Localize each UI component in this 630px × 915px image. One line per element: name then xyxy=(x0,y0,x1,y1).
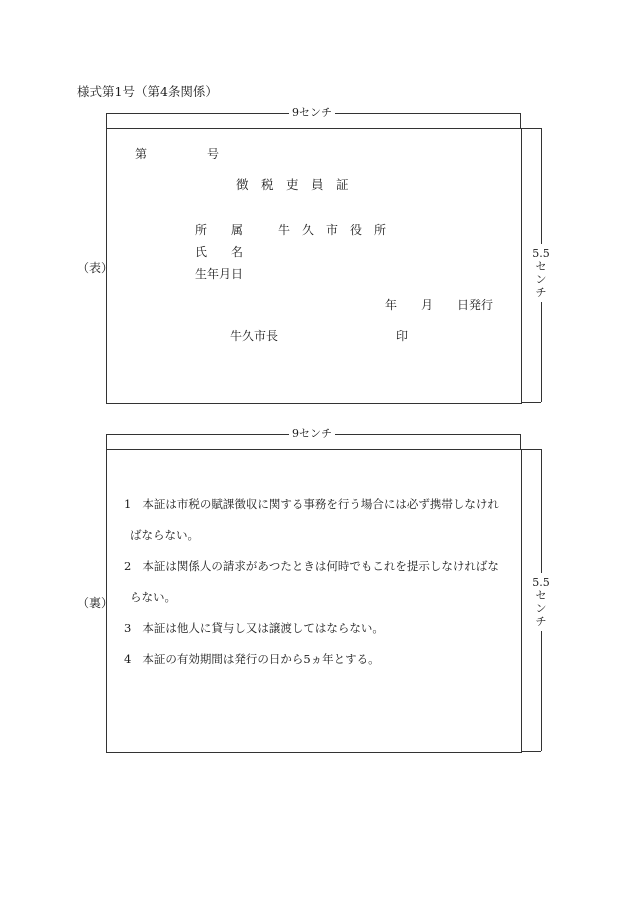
number-suffix: 号 xyxy=(207,147,220,161)
back-width-tick-left xyxy=(106,434,107,449)
clause-4 xyxy=(124,654,380,666)
clause-1-line-2: ばならない。 xyxy=(130,528,199,542)
clause-3 xyxy=(124,623,384,635)
back-height-label-num: 5.5 xyxy=(532,576,550,589)
clause-2-line-2: らない。 xyxy=(130,590,176,604)
back-height-tick-bottom xyxy=(521,751,541,752)
clause-1-number: 1 xyxy=(124,497,132,511)
back-height-tick-top xyxy=(521,449,541,450)
clause-4-number: 4 xyxy=(124,652,132,666)
affiliation-label: 所 属 xyxy=(195,223,244,237)
name-label: 氏 名 xyxy=(195,245,244,259)
back-width-tick-right xyxy=(520,434,521,449)
seal-mark: 印 xyxy=(396,329,409,343)
clause-2 xyxy=(124,561,499,573)
clause-4-line-1: 本証の有効期間は発行の日から5ヵ年とする。 xyxy=(142,652,380,666)
number-prefix: 第 xyxy=(135,147,148,161)
birthdate-label: 生年月日 xyxy=(195,267,244,281)
front-height-tick-top xyxy=(521,128,541,129)
front-height-label: 5.5 セ ン チ xyxy=(527,244,555,302)
front-width-tick-left xyxy=(106,113,107,128)
clause-1-line-1: 本証は市税の賦課徴収に関する事務を行う場合には必ず携帯しなけれ xyxy=(142,497,499,511)
front-card xyxy=(106,128,522,404)
front-height-label-num: 5.5 xyxy=(532,247,550,260)
front-width-tick-right xyxy=(520,113,521,128)
clause-2-number: 2 xyxy=(124,559,132,573)
form-title: 様式第1号（第4条関係） xyxy=(77,84,218,99)
issuer: 牛久市長 xyxy=(230,329,279,343)
back-side-label: （裏） xyxy=(77,596,114,610)
clause-3-line-1: 本証は他人に貸与し又は譲渡してはならない。 xyxy=(142,621,384,635)
affiliation-value: 牛 久 市 役 所 xyxy=(278,223,387,237)
back-height-label: 5.5 セ ン チ xyxy=(527,573,555,631)
card-title: 徴 税 吏 員 証 xyxy=(236,177,349,192)
clause-1 xyxy=(124,499,499,511)
back-width-label: 9センチ xyxy=(289,428,335,439)
clause-2-line-1: 本証は関係人の請求があつたときは何時でもこれを提示しなければな xyxy=(142,559,499,573)
issue-date: 年 月 日発行 xyxy=(385,298,494,312)
front-height-tick-bottom xyxy=(521,402,541,403)
front-width-label: 9センチ xyxy=(289,107,335,118)
clause-3-number: 3 xyxy=(124,621,132,635)
front-side-label: （表） xyxy=(77,261,114,275)
